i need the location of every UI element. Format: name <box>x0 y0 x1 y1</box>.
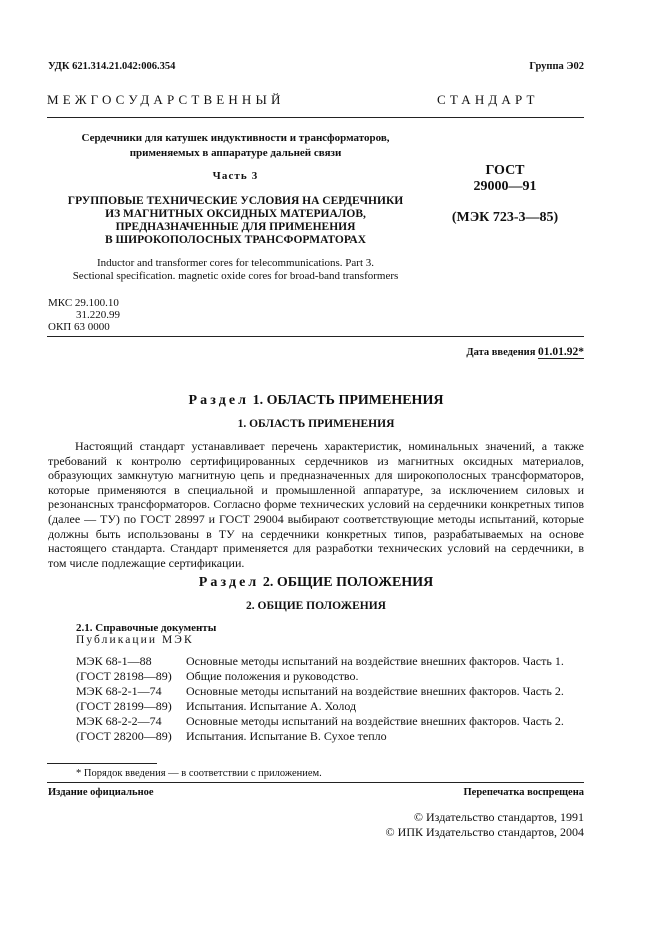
subject-title <box>48 131 423 161</box>
reference-code: (ГОСТ 28199—89) <box>76 699 172 713</box>
reference-desc: Испытания. Испытание А. Холод <box>186 699 357 713</box>
classification-rule <box>47 336 584 337</box>
section2-heading-word: Раздел <box>198 575 260 590</box>
okp-code: ОКП 63 0000 <box>48 321 110 333</box>
reference-desc: Испытания. Испытание В. Сухое тепло <box>186 729 387 743</box>
section2-heading <box>48 575 584 591</box>
reference-code: (ГОСТ 28198—89) <box>76 669 172 683</box>
part-label: Часть 3 <box>212 170 259 182</box>
reference-desc: Общие положения и руководство. <box>186 669 359 683</box>
footer-rule <box>47 782 584 783</box>
reference-desc: Основные методы испытаний на воздействие внешних факторов. Часть 1. <box>186 654 564 668</box>
copyright <box>300 810 584 840</box>
official-edition: Издание официальное <box>48 787 154 798</box>
main-title-line-2: ИЗ МАГНИТНЫХ ОКСИДНЫХ МАТЕРИАЛОВ, <box>105 208 366 220</box>
group-code: Группа Э02 <box>529 61 584 72</box>
intro-date-label: Дата введения <box>466 347 536 358</box>
section1-heading <box>48 393 584 409</box>
reprint-notice: Перепечатка воспрещена <box>463 787 584 798</box>
section1-heading-word: Раздел <box>188 393 250 408</box>
udk-code: УДК 621.314.21.042:006.354 <box>48 61 176 72</box>
standard-banner-right: СТАНДАРТ <box>437 92 539 107</box>
reference-desc: Основные методы испытаний на воздействие внешних факторов. Часть 2. <box>186 684 564 698</box>
reference-code: (ГОСТ 28200—89) <box>76 729 172 743</box>
header-rule <box>47 117 584 118</box>
section1-paragraph-text: Настоящий стандарт устанавливает перечень характеристик, номинальных значений, а также требований к контролю сертифицированных сердечников из магнитных оксидных материалов, образующих замкнутую магнитную цепь и предназначенных для широкополосных трансформаторов, которые применяются в специальной и промышленной аппаратуре, за исключением силовых и резонансных трансформаторов. Согласно форме технических условий на сердечники конкретных типов (далее — ТУ) по ГОСТ 28997 и ГОСТ 29004 выбирают соответствующие методы испытаний, которые должны быть использованы в ТУ на сердечники конкретных типов, разрабатываемых на основе настоящего стандарта. Стандарт применяется для разработки технических условий на сердечники, в том числе подлежащие сертификации. <box>48 439 584 570</box>
subject-line-2: применяемых в аппаратуре дальней связи <box>129 147 342 159</box>
section1-subheading: 1. ОБЛАСТЬ ПРИМЕНЕНИЯ <box>237 418 395 430</box>
reference-desc: Основные методы испытаний на воздействие внешних факторов. Часть 2. <box>186 714 564 728</box>
copyright-line-1: © Издательство стандартов, 1991 <box>413 810 584 824</box>
section2-subheading: 2. ОБЩИЕ ПОЛОЖЕНИЯ <box>246 600 386 612</box>
main-title <box>48 195 423 247</box>
footnote-rule <box>47 763 157 764</box>
iec-reference: (МЭК 723-3—85) <box>451 210 559 225</box>
footnote: * Порядок введения — в соответствии с приложением. <box>76 768 322 779</box>
publications-label: Публикации МЭК <box>76 634 194 646</box>
main-title-line-4: В ШИРОКОПОЛОСНЫХ ТРАНСФОРМАТОРАХ <box>104 234 367 246</box>
english-line-1: Inductor and transformer cores for telecommunications. Part 3. <box>96 257 375 269</box>
intro-date-value: 01.01.92* <box>538 346 584 358</box>
clause-2-1: 2.1. Справочные документы <box>76 622 217 634</box>
copyright-line-2: © ИПК Издательство стандартов, 2004 <box>385 825 584 839</box>
section1-paragraph <box>48 439 584 570</box>
gost-label: ГОСТ <box>485 163 525 178</box>
english-title <box>48 257 423 283</box>
main-title-line-3: ПРЕДНАЗНАЧЕННЫЕ ДЛЯ ПРИМЕНЕНИЯ <box>115 221 356 233</box>
section1-heading-title: 1. ОБЛАСТЬ ПРИМЕНЕНИЯ <box>252 393 444 408</box>
gost-designation <box>435 163 575 195</box>
reference-code: МЭК 68-2-1—74 <box>76 684 162 698</box>
intro-date <box>300 346 584 358</box>
standard-banner-left: МЕЖГОСУДАРСТВЕННЫЙ <box>47 92 285 107</box>
english-line-2: Sectional specification. magnetic oxide cores for broad-band transformers <box>72 270 399 282</box>
reference-code: МЭК 68-2-2—74 <box>76 714 162 728</box>
section2-heading-title: 2. ОБЩИЕ ПОЛОЖЕНИЯ <box>262 575 434 590</box>
mks-line-2: 31.220.99 <box>76 309 120 321</box>
subject-line-1: Сердечники для катушек индуктивности и трансформаторов, <box>81 132 390 144</box>
main-title-line-1: ГРУППОВЫЕ ТЕХНИЧЕСКИЕ УСЛОВИЯ НА СЕРДЕЧНИКИ <box>67 195 404 207</box>
classification <box>48 297 120 333</box>
reference-code: МЭК 68-1—88 <box>76 654 152 668</box>
mks-line-1: МКС 29.100.10 <box>48 297 119 309</box>
gost-number: 29000—91 <box>473 179 537 194</box>
